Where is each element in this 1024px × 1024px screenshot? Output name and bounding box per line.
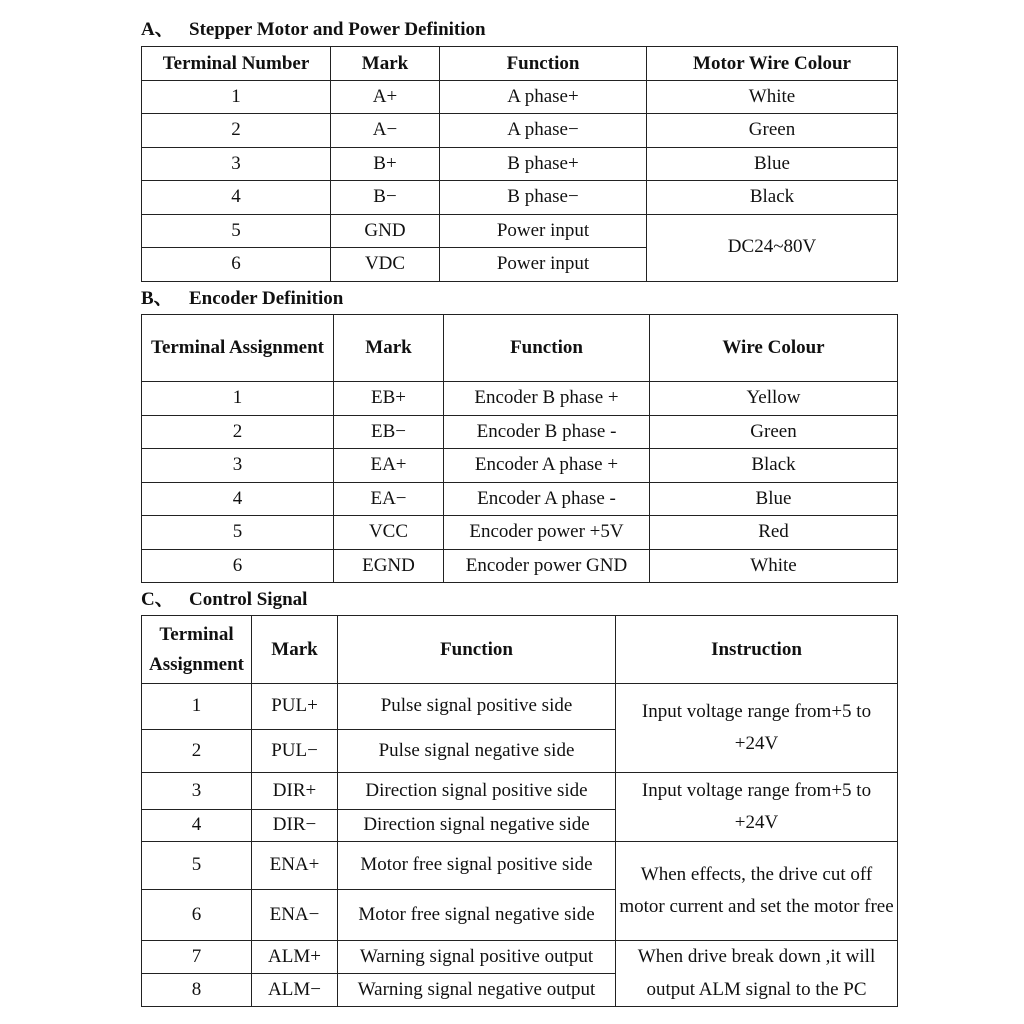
cell-mark: EA+ (334, 449, 444, 483)
cell-number: 6 (142, 248, 331, 282)
cell-function: Pulse signal positive side (338, 684, 616, 730)
table-row (142, 941, 898, 974)
cell-colour: Green (650, 415, 898, 449)
cell-number: 3 (142, 773, 252, 810)
table-row (142, 382, 898, 416)
motor-power-table (141, 46, 898, 282)
cell-function: Encoder A phase + (444, 449, 650, 483)
cell-number: 4 (142, 181, 331, 215)
cell-function: Pulse signal negative side (338, 730, 616, 773)
cell-mark: EGND (334, 549, 444, 583)
table-row (142, 482, 898, 516)
table-row (142, 147, 898, 181)
cell-number: 5 (142, 516, 334, 550)
section-c-title (141, 590, 307, 609)
cell-function: Encoder B phase + (444, 382, 650, 416)
header-motor-wire-colour: Motor Wire Colour (647, 47, 898, 81)
cell-mark: EB− (334, 415, 444, 449)
cell-mark: GND (331, 214, 440, 248)
cell-mark: VDC (331, 248, 440, 282)
cell-power-range: DC24~80V (647, 214, 898, 281)
cell-colour: Green (647, 114, 898, 148)
cell-instruction-ena: When effects, the drive cut off motor current and set the motor free (616, 842, 898, 941)
cell-number: 6 (142, 890, 252, 941)
table-row (142, 684, 898, 730)
cell-function: Encoder A phase - (444, 482, 650, 516)
header-function: Function (338, 616, 616, 684)
cell-mark: DIR+ (252, 773, 338, 810)
cell-function: Encoder B phase - (444, 415, 650, 449)
cell-function: Direction signal negative side (338, 810, 616, 842)
cell-instruction-pul: Input voltage range from+5 to +24V (616, 684, 898, 773)
cell-number: 4 (142, 482, 334, 516)
cell-function: B phase− (440, 181, 647, 215)
cell-mark: ALM− (252, 974, 338, 1007)
table-header-row (142, 616, 898, 684)
header-mark: Mark (252, 616, 338, 684)
cell-instruction-alm: When drive break down ,it will output ALM signal to the PC (616, 941, 898, 1007)
table-row (142, 415, 898, 449)
cell-colour: Red (650, 516, 898, 550)
cell-function: Motor free signal positive side (338, 842, 616, 890)
cell-colour: Blue (650, 482, 898, 516)
table-row (142, 516, 898, 550)
section-c-letter: C、 (141, 589, 174, 610)
cell-colour: White (650, 549, 898, 583)
table-row (142, 114, 898, 148)
cell-function: Power input (440, 248, 647, 282)
cell-function: Power input (440, 214, 647, 248)
cell-function: Warning signal positive output (338, 941, 616, 974)
cell-number: 2 (142, 114, 331, 148)
control-signal-table (141, 615, 898, 1007)
table-row (142, 842, 898, 890)
section-a-letter: A、 (141, 19, 174, 40)
cell-mark: EB+ (334, 382, 444, 416)
table-row (142, 449, 898, 483)
table-row (142, 549, 898, 583)
cell-function: Warning signal negative output (338, 974, 616, 1007)
cell-number: 3 (142, 147, 331, 181)
header-terminal-assignment: Terminal Assignment (142, 616, 252, 684)
cell-function: Encoder power GND (444, 549, 650, 583)
cell-mark: B+ (331, 147, 440, 181)
section-b-letter: B、 (141, 288, 173, 309)
section-b-title (141, 289, 343, 308)
cell-number: 1 (142, 80, 331, 114)
cell-mark: ENA− (252, 890, 338, 941)
section-c-title-text: Control Signal (189, 589, 308, 610)
cell-mark: ENA+ (252, 842, 338, 890)
cell-number: 7 (142, 941, 252, 974)
table-row (142, 80, 898, 114)
cell-mark: EA− (334, 482, 444, 516)
cell-mark: DIR− (252, 810, 338, 842)
table-header-row (142, 315, 898, 382)
cell-number: 2 (142, 415, 334, 449)
table-row (142, 214, 898, 248)
header-function: Function (440, 47, 647, 81)
table-row (142, 181, 898, 215)
header-mark: Mark (334, 315, 444, 382)
cell-function: Direction signal positive side (338, 773, 616, 810)
cell-mark: ALM+ (252, 941, 338, 974)
header-instruction: Instruction (616, 616, 898, 684)
table-row (142, 773, 898, 810)
cell-function: Motor free signal negative side (338, 890, 616, 941)
cell-colour: White (647, 80, 898, 114)
cell-number: 3 (142, 449, 334, 483)
cell-colour: Blue (647, 147, 898, 181)
cell-mark: PUL− (252, 730, 338, 773)
cell-number: 5 (142, 842, 252, 890)
cell-mark: VCC (334, 516, 444, 550)
cell-function: Encoder power +5V (444, 516, 650, 550)
header-terminal-assignment: Terminal Assignment (142, 315, 334, 382)
header-terminal-number: Terminal Number (142, 47, 331, 81)
section-a-title (141, 20, 486, 39)
cell-function: B phase+ (440, 147, 647, 181)
encoder-table (141, 314, 898, 583)
cell-mark: B− (331, 181, 440, 215)
section-b-title-text: Encoder Definition (189, 288, 344, 309)
cell-colour: Yellow (650, 382, 898, 416)
cell-number: 1 (142, 382, 334, 416)
cell-number: 4 (142, 810, 252, 842)
cell-function: A phase− (440, 114, 647, 148)
section-a-title-text: Stepper Motor and Power Definition (189, 19, 486, 40)
cell-number: 2 (142, 730, 252, 773)
cell-instruction-dir: Input voltage range from+5 to +24V (616, 773, 898, 842)
cell-colour: Black (647, 181, 898, 215)
cell-colour: Black (650, 449, 898, 483)
cell-function: A phase+ (440, 80, 647, 114)
cell-number: 1 (142, 684, 252, 730)
cell-mark: PUL+ (252, 684, 338, 730)
cell-mark: A+ (331, 80, 440, 114)
cell-number: 5 (142, 214, 331, 248)
cell-number: 8 (142, 974, 252, 1007)
header-mark: Mark (331, 47, 440, 81)
table-header-row (142, 47, 898, 81)
header-function: Function (444, 315, 650, 382)
header-wire-colour: Wire Colour (650, 315, 898, 382)
cell-number: 6 (142, 549, 334, 583)
cell-mark: A− (331, 114, 440, 148)
